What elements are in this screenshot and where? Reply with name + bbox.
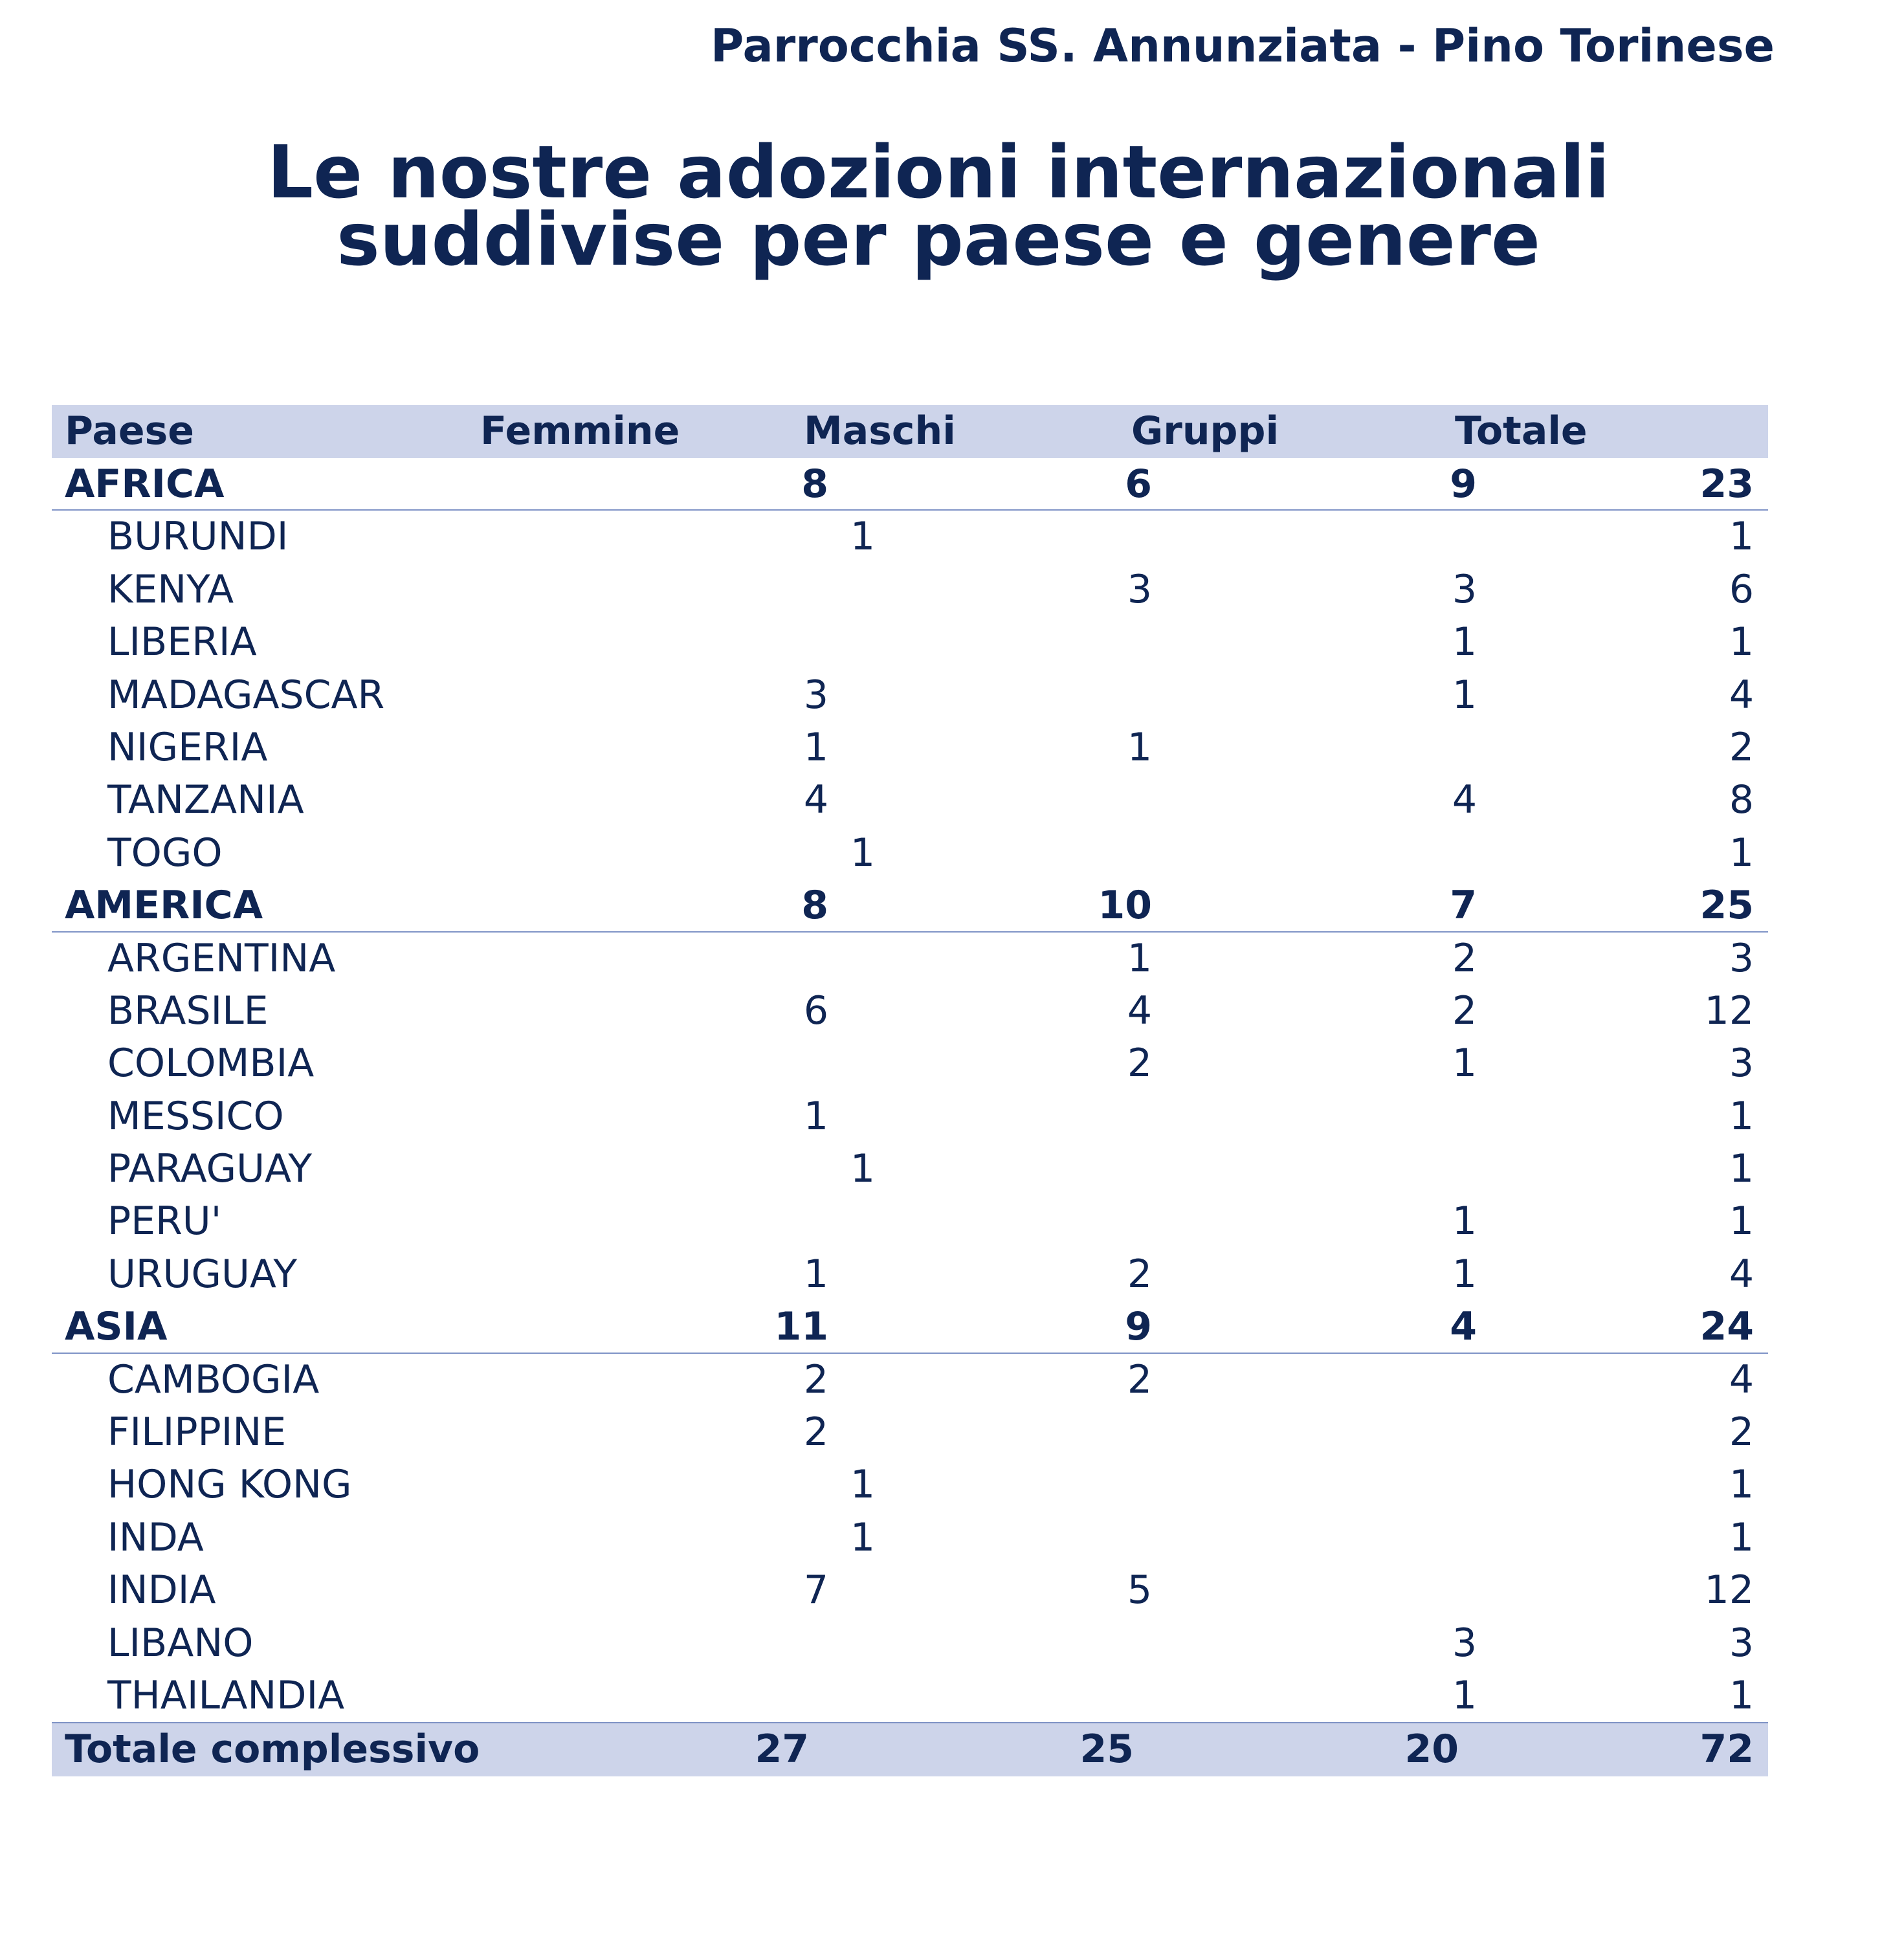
grand-total-label: Totale complessivo — [65, 1727, 480, 1773]
maschi-value: 10 — [1098, 883, 1152, 929]
country-row — [52, 616, 1768, 668]
gruppi-value: 3 — [1452, 566, 1477, 612]
totale-value: 3 — [1729, 935, 1754, 981]
region-row — [52, 1301, 1768, 1353]
country-row — [52, 1090, 1768, 1143]
region-name: ASIA — [65, 1304, 168, 1350]
column-header-paese: Paese — [65, 408, 194, 454]
page-title — [0, 131, 1877, 282]
gruppi-value: 1 — [1452, 1251, 1477, 1297]
gruppi-value: 3 — [1452, 1620, 1477, 1666]
totale-value: 6 — [1729, 566, 1754, 612]
country-row — [52, 1617, 1768, 1670]
country-name: MADAGASCAR — [107, 672, 385, 718]
country-row — [52, 1670, 1768, 1722]
column-header-totale: Totale — [1455, 408, 1588, 454]
country-name: CAMBOGIA — [107, 1356, 320, 1402]
totale-value: 24 — [1699, 1304, 1754, 1350]
totale-value: 3 — [1729, 1620, 1754, 1666]
country-name: PARAGUAY — [107, 1146, 313, 1192]
column-header-maschi: Maschi — [804, 408, 956, 454]
gruppi-value: 9 — [1450, 461, 1477, 507]
country-row — [52, 1143, 1768, 1195]
maschi-value: 2 — [1127, 1041, 1152, 1087]
country-name: HONG KONG — [107, 1462, 352, 1508]
totale-value: 4 — [1729, 1251, 1754, 1297]
country-row — [52, 1512, 1768, 1564]
totale-value: 25 — [1699, 883, 1754, 929]
country-name: FILIPPINE — [107, 1409, 287, 1455]
maschi-value: 1 — [1127, 935, 1152, 981]
country-name: LIBANO — [107, 1620, 254, 1666]
maschi-value: 5 — [1127, 1567, 1152, 1613]
gruppi-value: 1 — [1452, 1041, 1477, 1087]
totale-value: 1 — [1729, 1462, 1754, 1508]
country-name: URUGUAY — [107, 1251, 297, 1297]
region-name: AFRICA — [65, 461, 225, 507]
femmine-value: 4 — [803, 777, 828, 823]
country-name: TOGO — [107, 830, 223, 876]
country-row — [52, 669, 1768, 722]
country-row — [52, 1459, 1768, 1511]
country-row — [52, 933, 1768, 985]
totale-value: 1 — [1729, 619, 1754, 665]
gruppi-value: 2 — [1452, 935, 1477, 981]
femmine-value: 7 — [803, 1567, 828, 1613]
totale-value: 12 — [1704, 988, 1754, 1033]
femmine-value: 2 — [803, 1356, 828, 1402]
gruppi-value: 1 — [1452, 672, 1477, 718]
grand-total-gruppi: 20 — [1404, 1727, 1459, 1773]
femmine-value: 8 — [801, 883, 828, 929]
femmine-value: 1 — [803, 1093, 828, 1139]
totale-value: 23 — [1699, 461, 1754, 507]
maschi-value: 1 — [1127, 724, 1152, 770]
country-row — [52, 1406, 1768, 1459]
country-name: ARGENTINA — [107, 935, 336, 981]
country-row — [52, 564, 1768, 616]
region-row — [52, 458, 1768, 511]
table-body — [52, 458, 1768, 1722]
totale-value: 1 — [1729, 1146, 1754, 1192]
country-name: BRASILE — [107, 988, 269, 1033]
country-name: THAILANDIA — [107, 1672, 345, 1718]
totale-value: 1 — [1729, 1198, 1754, 1244]
table-header-row — [52, 405, 1768, 458]
country-name: LIBERIA — [107, 619, 257, 665]
country-row — [52, 511, 1768, 563]
gruppi-value: 1 — [1452, 1198, 1477, 1244]
country-row — [52, 985, 1768, 1037]
country-row — [52, 774, 1768, 826]
country-row — [52, 1037, 1768, 1090]
country-row — [52, 1248, 1768, 1301]
gruppi-value: 4 — [1452, 777, 1477, 823]
country-row — [52, 827, 1768, 879]
totale-value: 2 — [1729, 1409, 1754, 1455]
femmine-value: 6 — [803, 988, 828, 1033]
region-row — [52, 879, 1768, 932]
country-name: COLOMBIA — [107, 1041, 315, 1087]
totale-value: 12 — [1704, 1567, 1754, 1613]
parish-name: Parrocchia SS. Annunziata - Pino Torinese — [711, 19, 1775, 72]
country-row — [52, 722, 1768, 774]
country-name: BURUNDI — [107, 514, 289, 560]
totale-value: 1 — [1729, 1672, 1754, 1718]
femmine-value: 11 — [774, 1304, 828, 1350]
totale-value: 3 — [1729, 1041, 1754, 1087]
totale-value: 1 — [1729, 1514, 1754, 1560]
totale-value: 1 — [1729, 830, 1754, 876]
gruppi-value: 1 — [1452, 1672, 1477, 1718]
maschi-value: 6 — [1125, 461, 1152, 507]
maschi-value: 4 — [1127, 988, 1152, 1033]
femmine-value: 1 — [850, 1146, 875, 1192]
totale-value: 4 — [1729, 1356, 1754, 1402]
maschi-value: 3 — [1127, 566, 1152, 612]
femmine-value: 1 — [850, 1514, 875, 1560]
femmine-value: 1 — [803, 1251, 828, 1297]
grand-total-totale: 72 — [1699, 1727, 1754, 1773]
country-row — [52, 1564, 1768, 1617]
country-name: MESSICO — [107, 1093, 284, 1139]
femmine-value: 1 — [850, 830, 875, 876]
femmine-value: 8 — [801, 461, 828, 507]
title-line-1: Le nostre adozioni internazionali — [267, 131, 1610, 215]
femmine-value: 1 — [850, 1462, 875, 1508]
maschi-value: 9 — [1125, 1304, 1152, 1350]
country-name: KENYA — [107, 566, 234, 612]
region-name: AMERICA — [65, 883, 263, 929]
gruppi-value: 7 — [1450, 883, 1477, 929]
country-row — [52, 1195, 1768, 1248]
totale-value: 1 — [1729, 514, 1754, 560]
maschi-value: 2 — [1127, 1251, 1152, 1297]
adoptions-table — [52, 405, 1768, 1776]
country-name: TANZANIA — [107, 777, 304, 823]
gruppi-value: 1 — [1452, 619, 1477, 665]
totale-value: 4 — [1729, 672, 1754, 718]
gruppi-value: 4 — [1450, 1304, 1477, 1350]
gruppi-value: 2 — [1452, 988, 1477, 1033]
grand-total-maschi: 25 — [1079, 1727, 1134, 1773]
grand-total-femmine: 27 — [755, 1727, 809, 1773]
title-line-2: suddivise per paese e genere — [337, 198, 1540, 282]
column-header-femmine: Femmine — [480, 408, 680, 454]
country-name: PERU' — [107, 1198, 222, 1244]
femmine-value: 1 — [850, 514, 875, 560]
totale-value: 1 — [1729, 1093, 1754, 1139]
country-row — [52, 1354, 1768, 1406]
maschi-value: 2 — [1127, 1356, 1152, 1402]
country-name: INDIA — [107, 1567, 216, 1613]
totale-value: 2 — [1729, 724, 1754, 770]
totale-value: 8 — [1729, 777, 1754, 823]
femmine-value: 3 — [803, 672, 828, 718]
grand-total-row — [52, 1722, 1768, 1776]
country-name: NIGERIA — [107, 724, 268, 770]
femmine-value: 2 — [803, 1409, 828, 1455]
country-name: INDA — [107, 1514, 204, 1560]
femmine-value: 1 — [803, 724, 828, 770]
column-header-gruppi: Gruppi — [1131, 408, 1279, 454]
